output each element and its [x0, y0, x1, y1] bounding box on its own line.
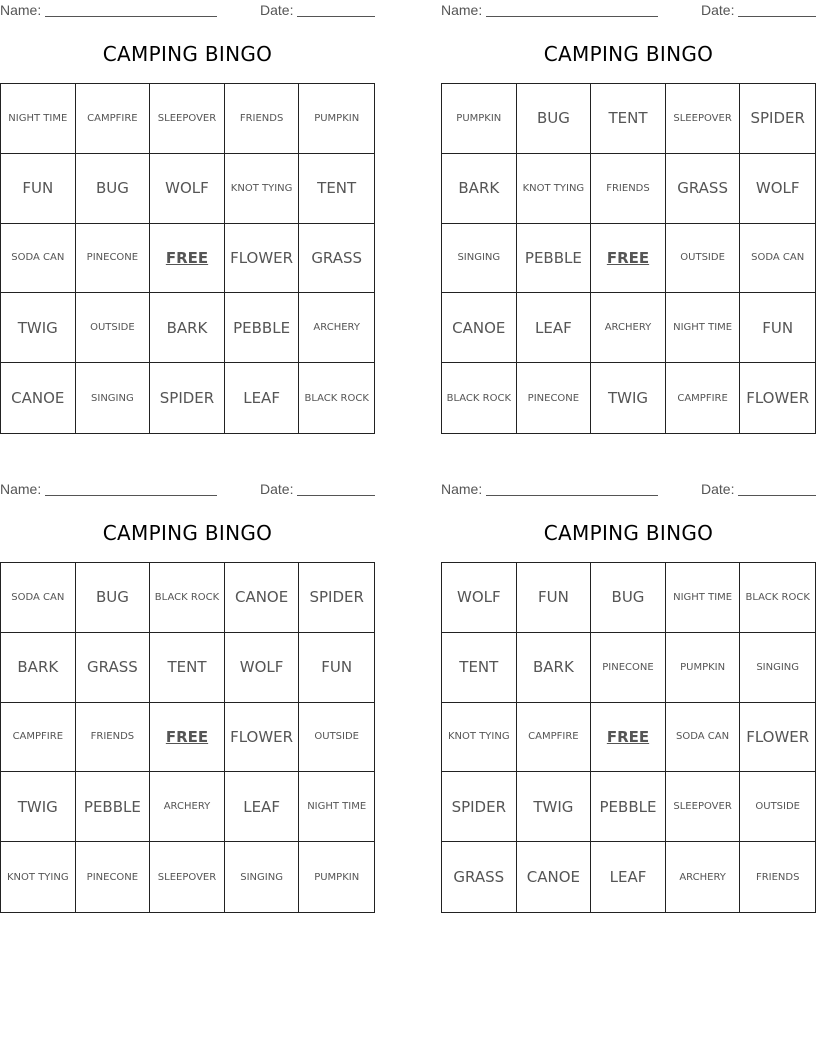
bingo-cell: SINGING	[225, 842, 300, 912]
bingo-cell: SPIDER	[299, 563, 374, 633]
bingo-card	[0, 479, 375, 919]
date-blank-line	[738, 16, 816, 17]
bingo-cell: PINECONE	[591, 633, 666, 703]
bingo-cell: SODA CAN	[1, 224, 76, 294]
bingo-cell: BUG	[591, 563, 666, 633]
bingo-cell: SPIDER	[740, 84, 815, 154]
bingo-cell: NIGHT TIME	[666, 293, 741, 363]
bingo-cell: NIGHT TIME	[299, 772, 374, 842]
bingo-cell: TENT	[591, 84, 666, 154]
bingo-cell: KNOT TYING	[1, 842, 76, 912]
name-date-row	[441, 481, 816, 499]
bingo-cell: BUG	[517, 84, 592, 154]
bingo-cell: TWIG	[517, 772, 592, 842]
date-label: Date:	[260, 2, 294, 18]
bingo-cell: PUMPKIN	[666, 633, 741, 703]
bingo-cell: ARCHERY	[299, 293, 374, 363]
bingo-cell: OUTSIDE	[299, 703, 374, 773]
bingo-cell: SLEEPOVER	[666, 772, 741, 842]
bingo-cell: TWIG	[1, 772, 76, 842]
bingo-cell: KNOT TYING	[517, 154, 592, 224]
bingo-cell: CAMPFIRE	[666, 363, 741, 433]
name-blank-line	[45, 16, 217, 17]
card-title: CAMPING BINGO	[102, 521, 273, 545]
name-blank-line	[486, 16, 658, 17]
date-blank-line	[297, 495, 375, 496]
name-label: Name:	[441, 481, 483, 497]
bingo-cell: BLACK ROCK	[304, 392, 369, 404]
bingo-cell: FLOWER	[740, 703, 815, 773]
bingo-cell: PEBBLE	[591, 772, 666, 842]
bingo-cell: GRASS	[76, 633, 151, 703]
name-blank-line	[45, 495, 217, 496]
date-blank-line	[738, 495, 816, 496]
bingo-cell: GRASS	[299, 224, 374, 294]
bingo-cell: SLEEPOVER	[666, 84, 741, 154]
bingo-cell: TENT	[150, 633, 225, 703]
bingo-cell: PINECONE	[517, 363, 592, 433]
bingo-cell: LEAF	[517, 293, 592, 363]
bingo-cell: PEBBLE	[517, 224, 592, 294]
free-space-cell: FREE	[150, 703, 225, 773]
bingo-cell: OUTSIDE	[76, 293, 151, 363]
bingo-card	[0, 0, 375, 440]
bingo-cell: FRIENDS	[755, 871, 800, 883]
card-title: CAMPING BINGO	[543, 521, 714, 545]
bingo-cell: FUN	[740, 293, 815, 363]
name-date-row	[441, 2, 816, 20]
bingo-cell: FUN	[1, 154, 76, 224]
bingo-cell: SINGING	[442, 224, 517, 294]
bingo-cell: ARCHERY	[666, 842, 741, 912]
name-date-row	[0, 481, 375, 499]
bingo-cell: LEAF	[591, 842, 666, 912]
bingo-cell: FLOWER	[225, 224, 300, 294]
bingo-cell: CANOE	[517, 842, 592, 912]
bingo-grid	[0, 83, 375, 434]
bingo-cell: WOLF	[442, 563, 517, 633]
bingo-cell: FUN	[299, 633, 374, 703]
bingo-cell: TENT	[442, 633, 517, 703]
card-title: CAMPING BINGO	[102, 42, 273, 66]
bingo-cell: ARCHERY	[591, 293, 666, 363]
bingo-cell: FLOWER	[746, 389, 810, 408]
bingo-grid	[441, 83, 816, 434]
bingo-cell: GRASS	[442, 842, 517, 912]
free-space-cell: FREE	[591, 703, 666, 773]
bingo-cell: BUG	[76, 563, 151, 633]
bingo-cell: SLEEPOVER	[150, 842, 225, 912]
bingo-cell: GRASS	[666, 154, 741, 224]
bingo-cell: WOLF	[225, 633, 300, 703]
bingo-cell: TWIG	[591, 363, 666, 433]
bingo-cell: BARK	[150, 293, 225, 363]
bingo-cell: FRIENDS	[591, 154, 666, 224]
bingo-cell: CANOE	[225, 563, 300, 633]
bingo-cell: CAMPFIRE	[76, 84, 151, 154]
date-label: Date:	[701, 481, 735, 497]
bingo-cell: SPIDER	[442, 772, 517, 842]
bingo-cell: SLEEPOVER	[150, 84, 225, 154]
date-label: Date:	[260, 481, 294, 497]
bingo-cell: PINECONE	[76, 224, 151, 294]
bingo-cell: CANOE	[1, 363, 76, 433]
name-date-row	[0, 2, 375, 20]
bingo-cell: BLACK ROCK	[150, 563, 225, 633]
bingo-cell: SINGING	[740, 633, 815, 703]
free-space-cell: FREE	[591, 224, 666, 294]
bingo-cell: PEBBLE	[76, 772, 151, 842]
bingo-cell: PUMPKIN	[314, 871, 360, 883]
bingo-card	[441, 0, 816, 440]
free-space-cell: FREE	[150, 224, 225, 294]
name-label: Name:	[0, 2, 42, 18]
name-label: Name:	[441, 2, 483, 18]
bingo-cell: BLACK ROCK	[442, 363, 517, 433]
bingo-cell: SINGING	[76, 363, 151, 433]
bingo-cell: WOLF	[740, 154, 815, 224]
bingo-cell: SPIDER	[150, 363, 225, 433]
bingo-cell: KNOT TYING	[225, 154, 300, 224]
bingo-cell: BUG	[76, 154, 151, 224]
bingo-cell: TENT	[299, 154, 374, 224]
bingo-cell: SODA CAN	[666, 703, 741, 773]
bingo-cell: LEAF	[225, 363, 300, 433]
bingo-cell: KNOT TYING	[442, 703, 517, 773]
bingo-cell: PEBBLE	[225, 293, 300, 363]
bingo-cell: CAMPFIRE	[1, 703, 76, 773]
bingo-cell: FRIENDS	[225, 84, 300, 154]
bingo-cell: CAMPFIRE	[517, 703, 592, 773]
bingo-cell: OUTSIDE	[666, 224, 741, 294]
bingo-cell: FRIENDS	[76, 703, 151, 773]
bingo-cell: TWIG	[1, 293, 76, 363]
bingo-cell: LEAF	[225, 772, 300, 842]
bingo-cell: FLOWER	[225, 703, 300, 773]
bingo-cell: PUMPKIN	[442, 84, 517, 154]
bingo-cell: NIGHT TIME	[666, 563, 741, 633]
bingo-cell: OUTSIDE	[740, 772, 815, 842]
name-label: Name:	[0, 481, 42, 497]
date-label: Date:	[701, 2, 735, 18]
bingo-cell: SODA CAN	[1, 563, 76, 633]
bingo-cell: WOLF	[150, 154, 225, 224]
bingo-cell: ARCHERY	[150, 772, 225, 842]
bingo-cell: FUN	[517, 563, 592, 633]
card-title: CAMPING BINGO	[543, 42, 714, 66]
bingo-cell: BLACK ROCK	[740, 563, 815, 633]
name-blank-line	[486, 495, 658, 496]
bingo-cell: NIGHT TIME	[1, 84, 76, 154]
date-blank-line	[297, 16, 375, 17]
bingo-cell: BARK	[517, 633, 592, 703]
bingo-grid	[441, 562, 816, 913]
bingo-cell: CANOE	[442, 293, 517, 363]
bingo-cell: SODA CAN	[740, 224, 815, 294]
bingo-card	[441, 479, 816, 919]
bingo-cell: BARK	[1, 633, 76, 703]
bingo-cell: BARK	[442, 154, 517, 224]
bingo-grid	[0, 562, 375, 913]
bingo-cell: PUMPKIN	[299, 84, 374, 154]
bingo-cell: PINECONE	[76, 842, 151, 912]
